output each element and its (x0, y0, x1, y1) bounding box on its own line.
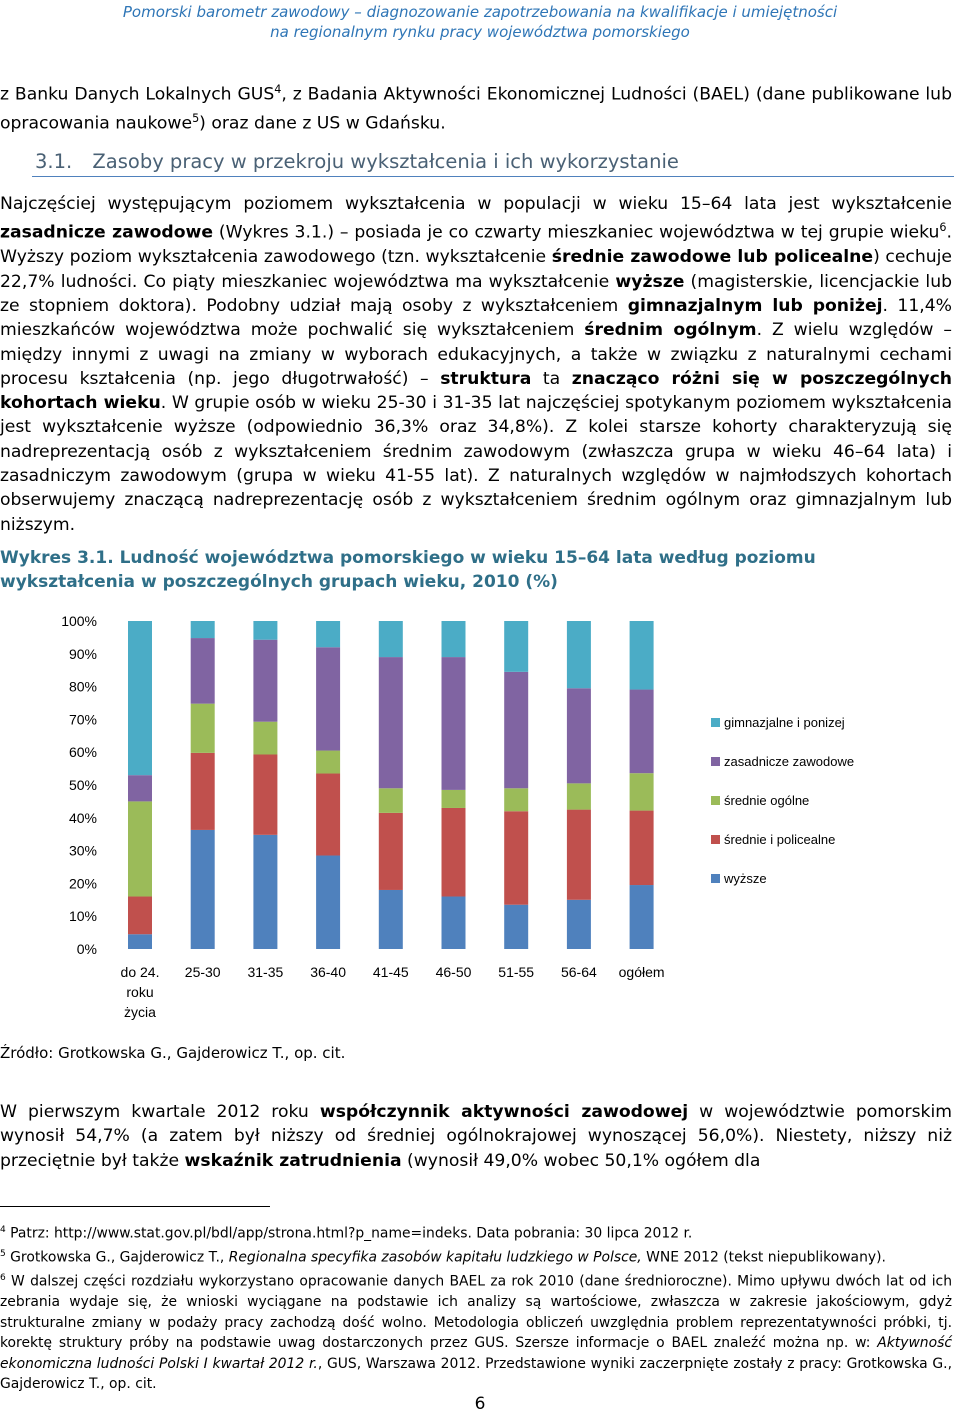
bar-segment-gimnazjalne-i-ponizej (442, 621, 466, 657)
bar-segment-zasadnicze-zawodowe (128, 775, 152, 801)
intro-text-1: z Banku Danych Lokalnych GUS (0, 84, 275, 105)
bar-segment-wyższe (442, 897, 466, 949)
bar-segment-zasadnicze-zawodowe (191, 638, 215, 704)
para1-bold: gimnazjalnym lub poniżej (627, 295, 883, 316)
section-title: Zasoby pracy w przekroju wykształcenia i ich wykorzystanie (92, 150, 679, 173)
bar-segment-zasadnicze-zawodowe (630, 690, 654, 774)
stacked-bar-chart (0, 600, 960, 1040)
bar-segment-średnie-ogólne (316, 751, 340, 774)
bar-segment-zasadnicze-zawodowe (253, 640, 277, 722)
x-tick-label: 41-45 (372, 964, 409, 980)
para2-bold: wskaźnik zatrudnienia (184, 1150, 402, 1171)
bar-segment-gimnazjalne-i-ponizej (379, 621, 403, 657)
footnote-4 (0, 1220, 952, 1244)
section-number: 3.1. (35, 150, 73, 173)
y-tick-label: 20% (68, 875, 97, 892)
para1-text: . 11,4% mieszkańców województwa może pochwalić się wykształceniem (0, 295, 952, 341)
bar-segment-wyższe (567, 900, 591, 949)
bar-segment-średnie-ogólne (379, 788, 403, 813)
bar-segment-średnie-ogólne (191, 704, 215, 753)
para1-text: . W grupie osób w wieku 25-30 i 31-35 lat najczęściej spotykanym poziomem wykształcenia jest wykształcenie wyższe (odpowiednio 36,3% oraz 34,8%). Z kolei starsze kohorty charakteryzują się nadreprezentacją osób z wykształceniem średnim zawodowym (zwłaszcza grupa w wieku 46–64 lata) i zasadniczym zawodowym (grupa w wieku 41-55 lat). Z naturalnych względów w najmłodszych kohortach obserwujemy znaczącą nadreprezentację osób z wykształceniem średnim ogólnym oraz gimnazjalnym lub niższym. (0, 393, 952, 535)
footnote-number: 4 (0, 1225, 6, 1235)
bar-segment-średnie-ogólne (253, 722, 277, 755)
bar-segment-zasadnicze-zawodowe (504, 672, 528, 788)
footnote-italic: Aktywność ekonomiczna ludności Polski I kwartał 2012 r. (0, 1335, 952, 1372)
page-number: 6 (474, 1394, 486, 1414)
intro-paragraph (0, 78, 952, 136)
footnote-italic: Regionalna specyfika zasobów kapitału ludzkiego w Polsce, (228, 1249, 642, 1266)
para1-text: (Wykres 3.1.) – posiada je co czwarty mieszkaniec województwa w tej grupie wieku (213, 223, 940, 244)
footnote-text: WNE 2012 (tekst niepublikowany). (641, 1249, 886, 1266)
legend-swatch (711, 718, 720, 727)
paragraph-activity-rate (0, 1100, 952, 1173)
para1-text: ta (531, 368, 572, 389)
bar-segment-gimnazjalne-i-ponizej (191, 621, 215, 638)
bar-segment-gimnazjalne-i-ponizej (630, 621, 654, 690)
bar-segment-gimnazjalne-i-ponizej (504, 621, 528, 672)
footnote-ref-4[interactable]: 4 (274, 83, 282, 96)
y-tick-label: 50% (68, 777, 97, 793)
x-tick-label: 36-40 (310, 964, 347, 980)
y-tick-label: 30% (68, 842, 97, 859)
para1-text: Najczęściej występującym poziomem wykształcenia w populacji w wieku 15–64 lata jest wykształcenie (0, 194, 952, 214)
y-tick-label: 10% (68, 908, 97, 925)
bar-segment-zasadnicze-zawodowe (442, 657, 466, 790)
bar-segment-gimnazjalne-i-ponizej (567, 621, 591, 688)
para1-bold: średnim ogólnym (584, 320, 757, 341)
footnote-5 (0, 1244, 952, 1268)
intro-text-2: , z Badania Aktywności Ekonomicznej Ludności (BAEL) (dane publikowane lub opracowania naukowe (0, 84, 952, 134)
bar-segment-średnie-ogólne (567, 783, 591, 809)
bar-segment-średnie-i-policealne (442, 808, 466, 897)
legend-swatch (711, 835, 720, 844)
footnote-ref-5[interactable]: 5 (192, 112, 200, 126)
bar-segment-zasadnicze-zawodowe (316, 647, 340, 750)
bar-segment-średnie-i-policealne (504, 811, 528, 904)
bar-segment-średnie-ogólne (442, 790, 466, 808)
para1-text: . Wyższy poziom wykształcenia zawodowego (tzn. wykształcenie (0, 223, 952, 268)
footnotes (0, 1220, 952, 1395)
footnote-separator (0, 1206, 270, 1207)
x-tick-label: ogółem (618, 964, 665, 980)
bar-segment-średnie-i-policealne (316, 774, 340, 856)
legend-label: zasadnicze zawodowe (724, 754, 855, 769)
footnote-text: Grotkowska G., Gajderowicz T., (5, 1249, 229, 1266)
y-tick-label: 80% (68, 678, 97, 695)
para2-bold: współczynnik aktywności zawodowej (319, 1102, 689, 1122)
para1-bold: średnie zawodowe lub policealne (551, 247, 874, 268)
para2-text: w województwie pomorskim wynosił 54,7% (a zatem był niższy od średniej ogólnokrajowej wynoszącej 56,0%). Niestety, niższy niż przeciętnie był także (0, 1102, 953, 1171)
bar-segment-średnie-i-policealne (128, 897, 152, 935)
para2-text: W pierwszym kwartale 2012 roku (0, 1102, 320, 1122)
x-tick-label: 56-64 (560, 964, 597, 980)
bar-segment-zasadnicze-zawodowe (567, 688, 591, 783)
legend-label: średnie ogólne (724, 793, 810, 808)
bar-segment-wyższe (379, 890, 403, 949)
y-tick-label: 60% (68, 744, 97, 761)
running-header-line2: na regionalnym rynku pracy województwa pomorskiego (270, 23, 690, 41)
legend-label: wyższe (724, 871, 767, 886)
y-tick-label: 90% (68, 645, 97, 662)
y-tick-label: 0% (76, 941, 97, 957)
legend-label: gimnazjalne i ponizej (724, 715, 845, 730)
paragraph-education-structure (0, 192, 952, 537)
bar-segment-średnie-ogólne (128, 801, 152, 896)
bar-segment-wyższe (253, 835, 277, 949)
footnote-6 (0, 1268, 952, 1395)
bar-segment-średnie-i-policealne (567, 810, 591, 900)
bar-segment-wyższe (128, 934, 152, 949)
bar-segment-gimnazjalne-i-ponizej (128, 621, 152, 775)
bar-segment-wyższe (504, 905, 528, 949)
para1-bold: wyższe (615, 271, 685, 292)
y-tick-label: 70% (68, 711, 97, 728)
bar-segment-średnie-ogólne (630, 773, 654, 810)
running-header-line1: Pomorski barometr zawodowy – diagnozowanie zapotrzebowania na kwalifikacje i umiejętności (122, 3, 838, 21)
para1-bold: zasadnicze zawodowe (0, 223, 214, 244)
section-heading-rule (32, 176, 954, 177)
bar-segment-wyższe (630, 885, 654, 949)
legend-swatch (711, 757, 720, 766)
y-tick-label: 40% (68, 809, 97, 826)
para1-text: (magisterskie, licencjackie lub ze stopniem doktora). Podobny udział mają osoby z wykształceniem (0, 271, 953, 316)
legend-swatch (711, 874, 720, 883)
footnote-text: Patrz: http://www.stat.gov.pl/bdl/app/strona.html?p_name=indeks. Data pobrania: 30 lipca 2012 r. (5, 1225, 693, 1242)
x-tick-label: do 24. roku życia (120, 964, 160, 1020)
x-tick-label: 25-30 (184, 964, 221, 980)
footnote-text: W dalszej części rozdziału wykorzystano opracowanie danych BAEL za rok 2010 (dane średnioroczne). Mimo upływu dwóch lat od ich zebrania wydaje się, że wnioski wyciągane na podstawie ich analizy są wartościowe, zwłaszcza w zakresie jakościowym, gdyż strukturalne zmiany w podaży pracy zachodzą dość wolno. Metodologia obliczeń uwzględnia problem reprezentatywności próbki, tj. korektę struktury próby na podstawie uwag dostarczonych przez GUS. Szersze informacje o BAEL znaleźć można np. w: (0, 1273, 952, 1352)
bar-segment-wyższe (191, 830, 215, 949)
intro-text-3: ) oraz dane z US w Gdańsku. (199, 113, 446, 134)
footnote-number: 6 (0, 1273, 6, 1284)
figure-caption: Wykres 3.1. Ludność województwa pomorskiego w wieku 15–64 lata według poziomu wykształcenia w poszczególnych grupach wieku, 2010 (%) (0, 548, 816, 592)
bar-segment-wyższe (316, 856, 340, 949)
section-heading (35, 150, 679, 173)
footnote-number: 5 (0, 1249, 6, 1260)
x-tick-label: 31-35 (247, 964, 284, 980)
para1-text: . Z wielu względów – między innymi z uwagi na zmiany w wyborach edukacyjnych, a także w związku z naturalnymi cechami procesu kształcenia (np. jego długotrwałość) – (0, 320, 952, 389)
x-tick-label: 46-50 (435, 964, 472, 980)
bar-segment-gimnazjalne-i-ponizej (316, 621, 340, 647)
footnote-ref-6[interactable]: 6 (939, 221, 947, 235)
footnote-text: , GUS, Warszawa 2012. Przedstawione wyniki zaczerpnięte zostały z pracy: Grotkowska G., Gajderowicz T., op. cit. (0, 1355, 953, 1393)
bar-segment-średnie-i-policealne (191, 753, 215, 830)
x-tick-label: 51-55 (498, 964, 535, 980)
bar-segment-średnie-i-policealne (253, 754, 277, 834)
bar-segment-średnie-i-policealne (630, 811, 654, 885)
para1-bold: znacząco różni się w poszczególnych kohortach wieku (0, 368, 952, 414)
figure-source: Źródło: Grotkowska G., Gajderowicz T., op. cit. (0, 1044, 346, 1062)
para2-text: (wynosił 49,0% wobec 50,1% ogółem dla (401, 1150, 761, 1171)
para1-bold: struktura (440, 368, 532, 389)
bar-segment-gimnazjalne-i-ponizej (253, 621, 277, 640)
y-tick-label: 100% (61, 613, 97, 629)
legend-label: średnie i policealne (724, 832, 836, 847)
bar-segment-zasadnicze-zawodowe (379, 657, 403, 788)
bar-segment-średnie-i-policealne (379, 813, 403, 890)
para1-text: ) cechuje 22,7% ludności. Co piąty mieszkaniec województwa ma wykształcenie (0, 247, 953, 292)
bar-segment-średnie-ogólne (504, 788, 528, 811)
legend-swatch (711, 796, 720, 805)
